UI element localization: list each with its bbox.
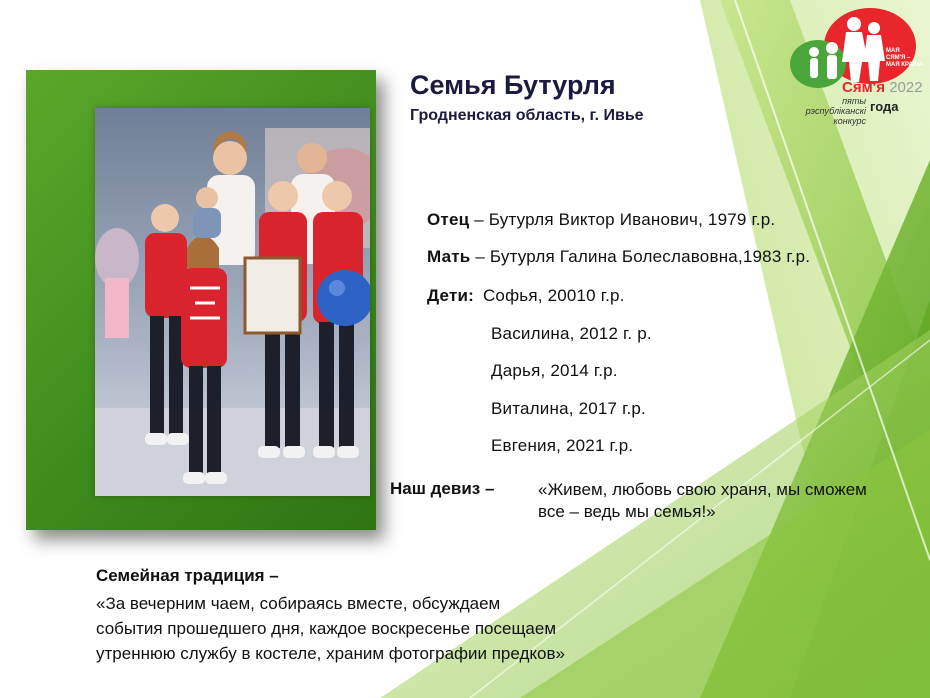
tradition-text bbox=[96, 591, 565, 666]
children-label: Дети: bbox=[427, 286, 474, 305]
child-item: Софья, 20010 г.р. bbox=[482, 286, 625, 305]
children-row bbox=[427, 286, 625, 306]
mother-label: Мать bbox=[427, 247, 471, 266]
motto-text: «Живем, любовь свою храня, мы сможем все – ведь мы семья!» bbox=[538, 480, 867, 521]
page-title: Семья Бутурля bbox=[410, 70, 616, 100]
logo-brand-name: Сям'я bbox=[842, 79, 886, 96]
child-item: Евгения, 2021 г.р. bbox=[491, 436, 634, 455]
logo-brand bbox=[842, 79, 923, 96]
logo-tagline-line: СЯМ'Я – bbox=[886, 55, 911, 61]
child-item: Дарья, 2014 г.р. bbox=[491, 361, 618, 380]
father-value: – Бутурля Виктор Иванович, 1979 г.р. bbox=[469, 210, 776, 229]
logo-tagline bbox=[886, 48, 923, 69]
logo-goda: года bbox=[870, 99, 899, 114]
tradition-line: «За вечерним чаем, собираясь вместе, обсуждаем bbox=[96, 594, 501, 613]
child-item: Виталина, 2017 г.р. bbox=[491, 399, 646, 418]
logo-contest bbox=[790, 96, 866, 126]
tradition-label: Семейная традиция – bbox=[96, 566, 279, 585]
logo-year: 2022 bbox=[889, 79, 923, 96]
child-item: Василина, 2012 г. р. bbox=[491, 324, 652, 343]
logo-contest-line: пяты bbox=[842, 96, 866, 106]
tradition-line: утреннюю службу в костеле, храним фотографии предков» bbox=[96, 644, 565, 663]
motto-label: Наш девиз – bbox=[390, 479, 495, 498]
logo-contest-line: рэспубліканскі bbox=[805, 106, 866, 116]
mother-value: – Бутурля Галина Болеславовна,1983 г.р. bbox=[470, 247, 811, 266]
mother-row bbox=[427, 247, 810, 267]
family-photo bbox=[95, 108, 370, 496]
tradition-line: события прошедшего дня, каждое воскресенье посещаем bbox=[96, 619, 557, 638]
logo-tagline-line: МАЯ bbox=[886, 48, 900, 54]
father-label: Отец bbox=[427, 210, 470, 229]
father-row bbox=[427, 210, 775, 230]
logo-contest-line: конкурс bbox=[833, 116, 866, 126]
logo-tagline-line: МАЯ КРАІНА bbox=[886, 62, 924, 68]
page-subtitle: Гродненская область, г. Ивье bbox=[410, 107, 644, 124]
